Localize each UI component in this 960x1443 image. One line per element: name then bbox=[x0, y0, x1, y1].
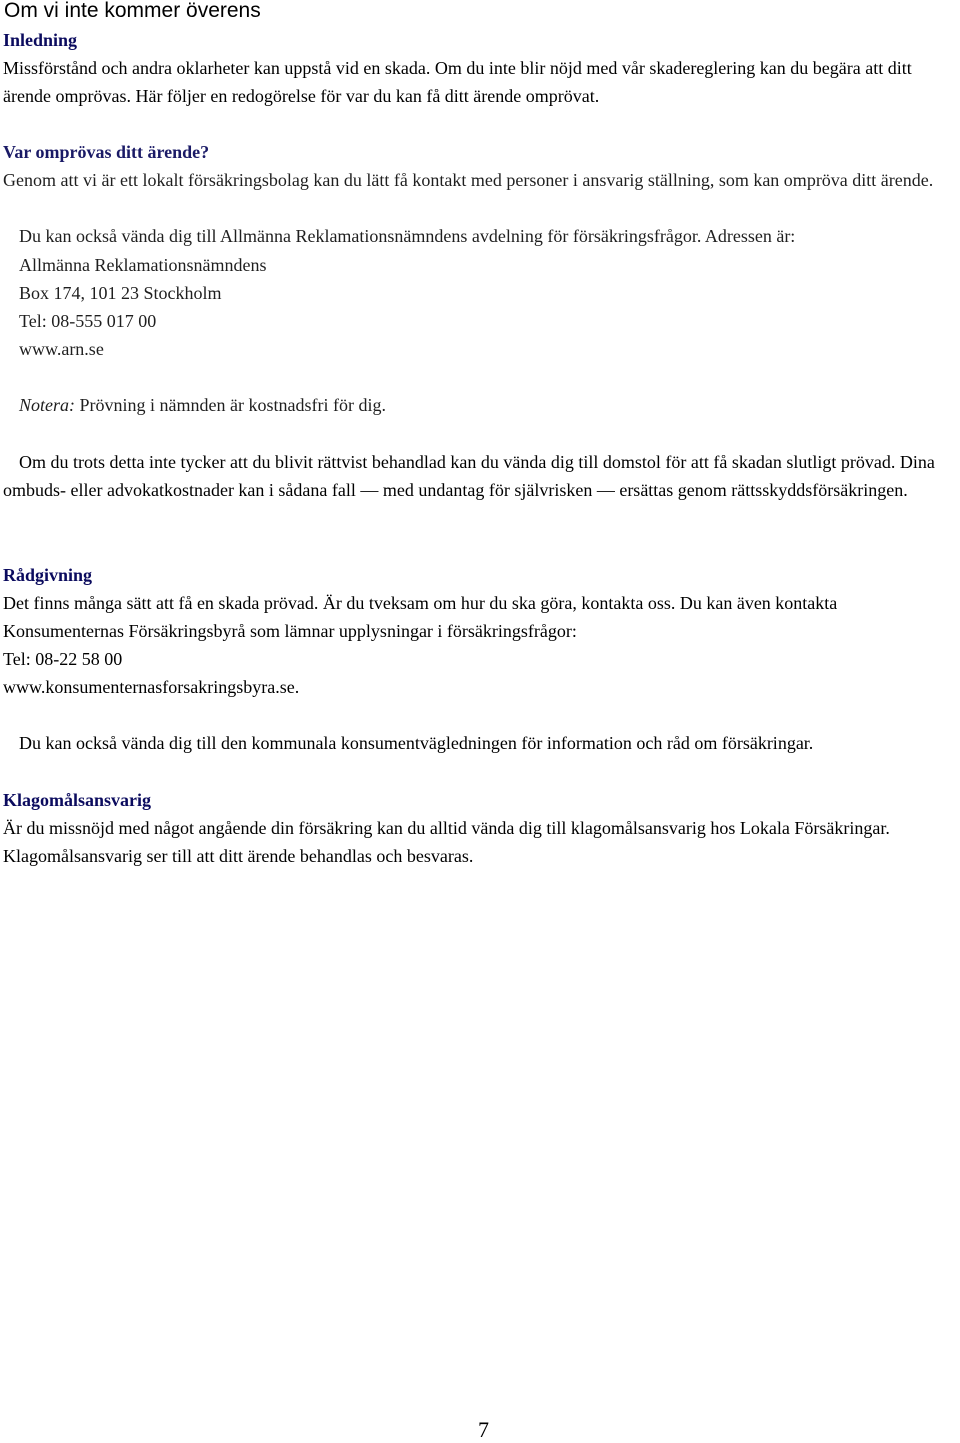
paragraph-inledning: Missförstånd och andra oklarheter kan uppstå vid en skada. Om du inte blir nöjd med vår skadereglering kan du begära att ditt ärende omprövas. Här följer en redogörelse för var du kan få ditt ärende omprövat. bbox=[3, 58, 912, 106]
paragraph-klagomal: Är du missnöjd med något angående din försäkring kan du alltid vända dig till klagomålsansvarig hos Lokala Försäkringar. Klagomålsansvarig ser till att ditt ärende behandlas och besvaras. bbox=[3, 818, 890, 866]
paragraph-kommun: Du kan också vända dig till den kommunala konsumentvägledningen för information och råd om försäkringar. bbox=[19, 733, 814, 753]
note-block bbox=[19, 391, 949, 419]
page-number: 7 bbox=[478, 1417, 489, 1442]
section-radgivning bbox=[3, 561, 955, 701]
paragraph-court: Om du trots detta inte tycker att du blivit rättvist behandlad kan du vända dig till domstol för att få skadan slutligt prövad. Dina ombuds- eller advokatkostnader kan i sådana fall — med undantag för självrisken — ersättas genom rättsskyddsförsäkringen. bbox=[3, 452, 935, 500]
radgivning-tel: Tel: 08-22 58 00 bbox=[3, 649, 123, 669]
heading-klagomal: Klagomålsansvarig bbox=[3, 790, 152, 810]
note-label: Notera: bbox=[19, 395, 75, 415]
section-inledning bbox=[3, 26, 955, 110]
radgivning-web: www.konsumenternasforsakringsbyra.se. bbox=[3, 677, 300, 697]
section-klagomal bbox=[3, 786, 955, 870]
court-block bbox=[3, 448, 955, 504]
arn-name: Allmänna Reklamationsnämndens bbox=[19, 255, 267, 275]
section-omprovning bbox=[3, 138, 955, 194]
arn-block bbox=[19, 222, 949, 363]
heading-omprovning: Var omprövas ditt ärende? bbox=[3, 142, 210, 162]
paragraph-omprovning: Genom att vi är ett lokalt försäkringsbolag kan du lätt få kontakt med personer i ansvarig ställning, som kan ompröva ditt ärende. bbox=[3, 170, 934, 190]
paragraph-arn: Du kan också vända dig till Allmänna Reklamationsnämndens avdelning för försäkringsfrågor. Adressen är: bbox=[19, 226, 796, 246]
arn-box: Box 174, 101 23 Stockholm bbox=[19, 283, 222, 303]
paragraph-radgivning: Det finns många sätt att få en skada prövad. Är du tveksam om hur du ska göra, kontakta oss. Du kan även kontakta Konsumenternas Försäkringsbyrå som lämnar upplysningar i försäkringsfrågor: bbox=[3, 593, 838, 641]
heading-radgivning: Rådgivning bbox=[3, 565, 93, 585]
arn-tel: Tel: 08-555 017 00 bbox=[19, 311, 157, 331]
heading-inledning: Inledning bbox=[3, 30, 78, 50]
arn-web: www.arn.se bbox=[19, 339, 104, 359]
page-title: Om vi inte kommer överens bbox=[4, 0, 261, 22]
kommun-block bbox=[19, 729, 949, 757]
note-text: Prövning i nämnden är kostnadsfri för dig. bbox=[75, 395, 386, 415]
